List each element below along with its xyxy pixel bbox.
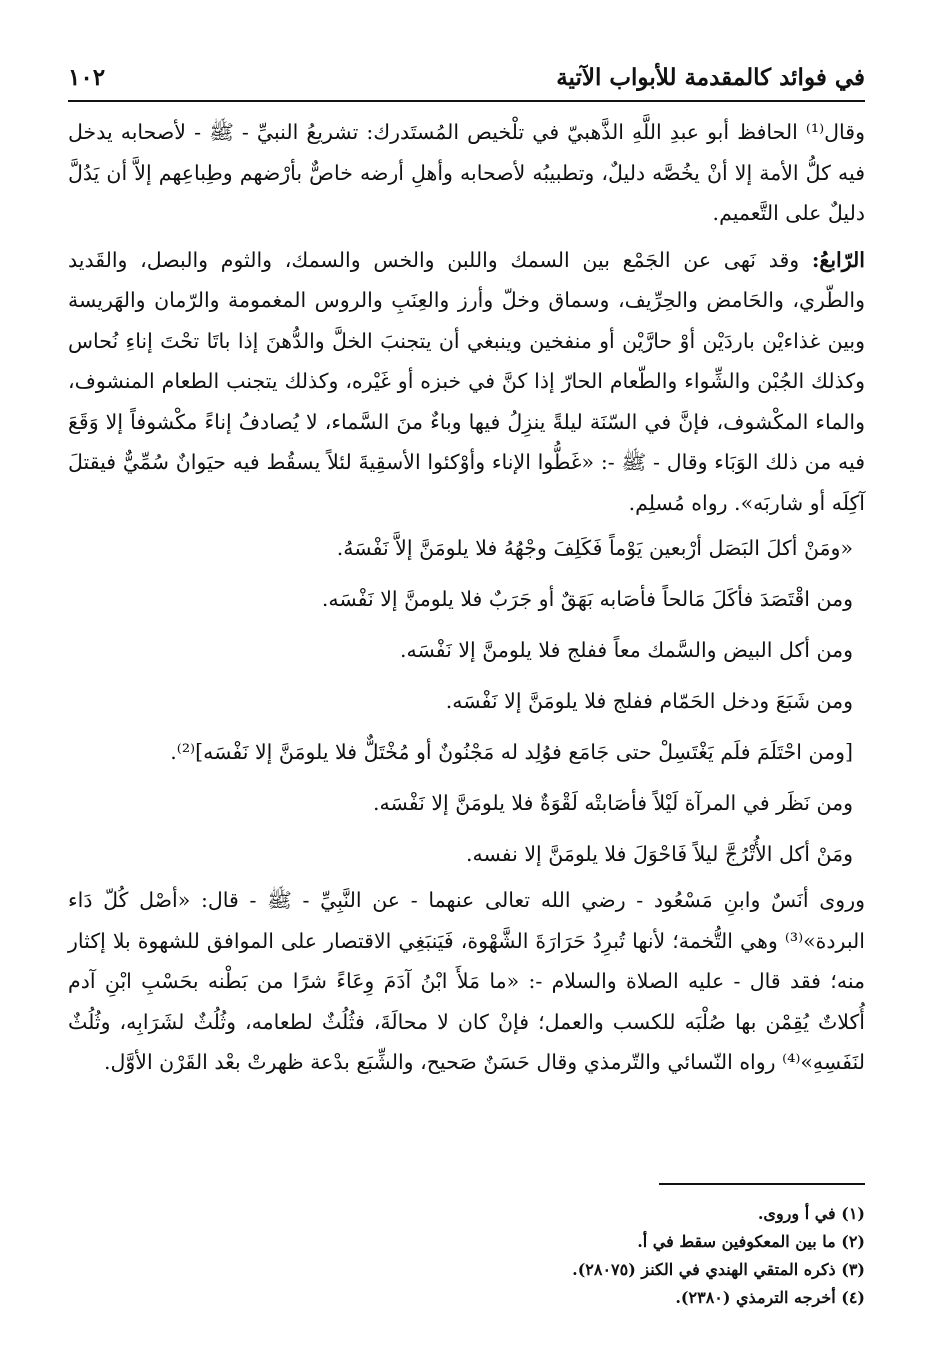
page-header: [68, 58, 865, 96]
footnote-rule: [659, 1183, 865, 1185]
hadith-line: ومَنْ أكل الأُتْرُجَّ ليلاً فَاحْوَلَ فلا يلومَنَّ إلا نفسه.: [465, 842, 853, 866]
page-number: ١٠٢: [68, 63, 106, 91]
intro-paragraph: وقال⁽¹⁾ الحافظ أبو عبدِ اللَّهِ الذَّهبيّ في تلْخيص المُستَدرك: تشريعُ النبيِّ - ﷺ - لأصحابه يدخل فيه كلُّ الأمة إلا أنْ يخُصَّه دليلٌ، وتطبيبُه لأصحابه وأهلِ أرضه خاصٌّ بأرْضهم وطِباعِهم إلاَّ أن يَدُلَّ دليلٌ على التَّعميم.: [68, 120, 865, 225]
hadith-list: [68, 523, 865, 880]
running-title: في فوائد كالمقدمة للأبواب الآتية: [556, 63, 865, 91]
footnote: (٤) أخرجه الترمذي (٢٣٨٠).: [675, 1288, 865, 1307]
closing-paragraph: وروى أنَسٌ وابنِ مَسْعُود - رضي الله تعالى عنهما - عن النَّبِيِّ - ﷺ - قال: «أصْل كُلّ دَاء البردة»⁽³⁾ وهي التُّخمة؛ لأنها تُبرِدُ حَرَارَةَ الشَّهْوة، فَيَنبَغِي الاقتصار على الموافق للشهوة بلا إكثار منه؛ فقد قال - عليه الصلاة والسلام -: «ما مَلأَ ابْنُ آدَمَ وِعَاءً شرًا من بَطْنه بحَسْبِ ابْنِ آدم أُكلاتٌ يُقِمْن بها صُلْبَه للكسب والعمل؛ فإنْ كان لا محالَةَ، فثُلُثٌ لطعامه، وثُلُثٌ لشَرَابِه، وثُلُثٌ لنَفَسِهِ»⁽⁴⁾ رواه النّسائي والتّرمذي وقال حَسَنٌ صَحيح، والشِّبَع بدْعة ظهرتْ بعْد القَرْن الأوَّل.: [68, 888, 865, 1074]
footnote: (١) في أ وروى.: [757, 1204, 865, 1223]
footnote: (٣) ذكره المتقي الهندي في الكنز (٢٨٠٧٥).: [572, 1260, 865, 1279]
fourth-paragraph: [68, 240, 865, 524]
hadith-line: ومن نَظَر في المرآة لَيْلاً فأصَابتْه لَقْوَةٌ فلا يلومَنَّ إلا نَفْسَه.: [372, 791, 853, 815]
fourth-text: وقد نَهى عن الجَمْع بين السمك واللبن والخس والسمك، والثوم والبصل، والقَديد والطّري، والحَامض والحِرِّيف، وسماق وخلّ وأرز والعِنَبِ والروس المغمومة والرّمان والهَريسة وبين غذاءيْن باردَيْن أوْ حارَّيْن أو منفخين وينبغي أن يتجنبَ الخلَّ والدُّهنَ إذا باتَا تحْتَ إناءِ نُحاس وكذلك الجُبْن والشِّواء والطّعام الحارّ إذا كنَّ في خبزه أو غَيْره، وكذلك يتجنب الطعام المنشوف، والماء المكْشوف، فإنَّ في السّنَة ليلةً ينزِلُ فيها وباءٌ منَ السَّماء، لا يُصادفُ إناءً مكْشوفاً إلا وَقَعَ فيه من ذلك الوَبَاء وقال - ﷺ -: «غَطُّوا الإناء وأوْكئوا الأسقِيةَ لئلاً يسقُط فيه حيَوانٌ سُمِّيٌّ فيقتلَ آكِلَه أو شاربَه». رواه مُسلِم.: [68, 247, 865, 515]
main-text: [68, 112, 865, 1083]
hadith-line: «ومَنْ أكلَ البَصَل أرْبعين يَوْماً فَكَلِفَ وجْهُهُ فلا يلومَنَّ إلاَّ نَفْسَهُ.: [336, 536, 853, 560]
fourth-label: الرّابعُ:: [811, 247, 865, 272]
footnotes: [68, 1200, 865, 1312]
footnote: (٢) ما بين المعكوفين سقط في أ.: [637, 1232, 865, 1251]
hadith-line: ومن أكل البيض والسَّمك معاً ففلج فلا يلومنَّ إلا نَفْسَه.: [399, 638, 853, 662]
hadith-line: ومن اقْتَصَدَ فأكَلَ مَالحاً فأصَابه بَهَقٌ أو جَرَبٌ فلا يلومنَّ إلا نَفْسَه.: [321, 587, 853, 611]
hadith-line: ومن شَبَعَ ودخل الحَمّام ففلج فلا يلومَنَّ إلا نَفْسَه.: [445, 689, 853, 713]
header-rule: [68, 100, 865, 102]
hadith-line: [ومن احْتَلَمَ فلَم يَغْتَسِلْ حتى جَامَع فوُلِد له مَجْنُونٌ أو مُخْتَلٌّ فلا يلومَنَّ إلا نَفْسَه]⁽²⁾.: [170, 740, 853, 764]
